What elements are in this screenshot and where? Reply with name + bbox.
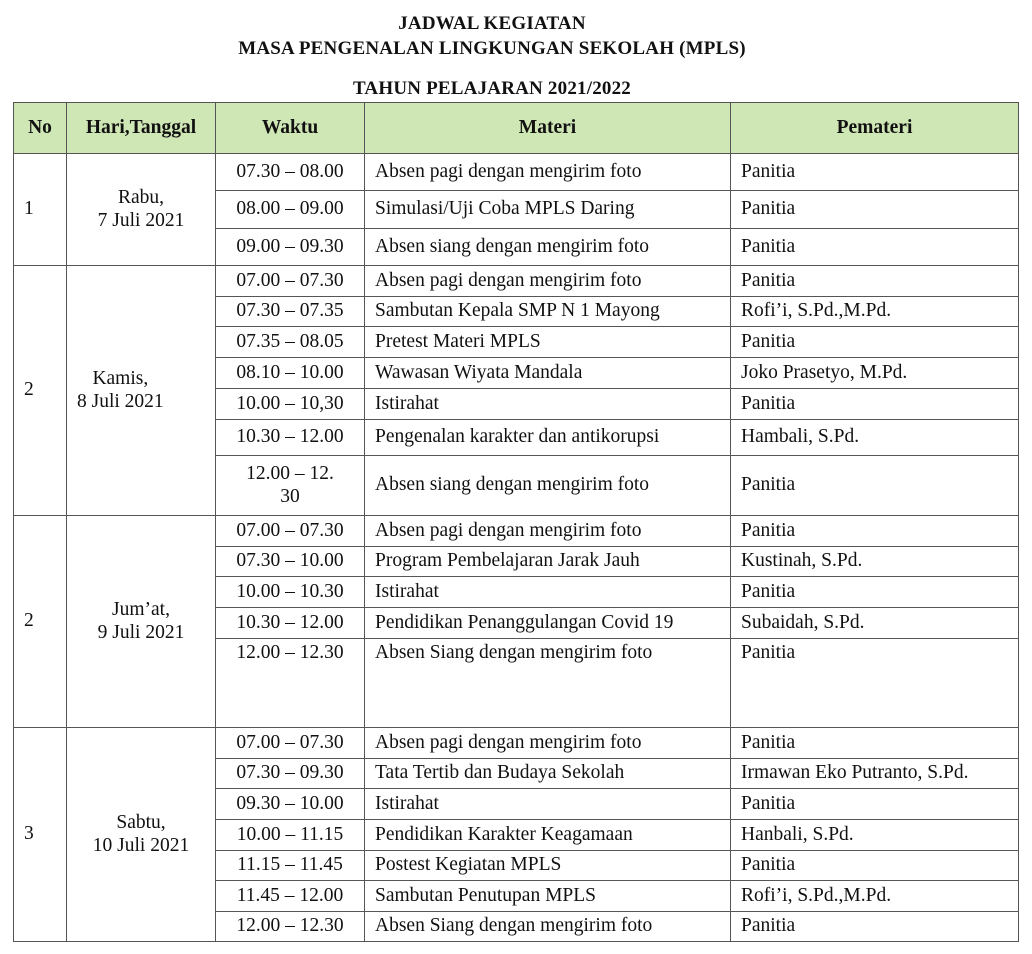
cell-time xyxy=(216,389,365,420)
cell-materi: Pretest Materi MPLS xyxy=(365,327,731,358)
cell-no: 3 xyxy=(14,728,67,942)
cell-time xyxy=(216,851,365,881)
time-text: 12.00 – 12. 30 xyxy=(246,463,334,507)
cell-time xyxy=(216,547,365,577)
cell-no: 1 xyxy=(14,154,67,266)
cell-time xyxy=(216,789,365,820)
cell-materi: Sambutan Kepala SMP N 1 Mayong xyxy=(365,297,731,327)
day-date-text: Jum’at, 9 Juli 2021 xyxy=(97,599,185,643)
cell-time xyxy=(216,516,365,547)
cell-pemateri: Panitia xyxy=(731,789,1019,820)
doc-title: JADWAL KEGIATAN xyxy=(398,13,586,34)
cell-materi: Absen siang dengan mengirim foto xyxy=(365,229,731,266)
cell-materi: Absen Siang dengan mengirim foto xyxy=(365,912,731,942)
cell-pemateri: Joko Prasetyo, M.Pd. xyxy=(731,358,1019,389)
cell-pemateri: Hanbali, S.Pd. xyxy=(731,820,1019,851)
cell-pemateri: Panitia xyxy=(731,912,1019,942)
cell-time xyxy=(216,327,365,358)
cell-materi: Pendidikan Penanggulangan Covid 19 xyxy=(365,608,731,639)
doc-year: TAHUN PELAJARAN 2021/2022 xyxy=(352,78,632,99)
time-text: 07.30 – 07.35 xyxy=(236,300,344,322)
cell-time xyxy=(216,728,365,759)
cell-time xyxy=(216,229,365,266)
cell-pemateri: Rofi’i, S.Pd.,M.Pd. xyxy=(731,297,1019,327)
time-text: 10.30 – 12.00 xyxy=(236,611,344,633)
cell-materi: Postest Kegiatan MPLS xyxy=(365,851,731,881)
cell-pemateri: Panitia xyxy=(731,389,1019,420)
cell-materi: Absen pagi dengan mengirim foto xyxy=(365,728,731,759)
cell-materi: Tata Tertib dan Budaya Sekolah xyxy=(365,759,731,789)
cell-materi: Program Pembelajaran Jarak Jauh xyxy=(365,547,731,577)
cell-day-date xyxy=(67,266,216,516)
cell-time xyxy=(216,608,365,639)
cell-day-date xyxy=(67,154,216,266)
time-text: 09.00 – 09.30 xyxy=(236,235,344,257)
cell-materi: Istirahat xyxy=(365,389,731,420)
table-row xyxy=(14,516,1019,547)
header-row xyxy=(14,103,1019,154)
time-text: 09.30 – 10.00 xyxy=(236,792,344,814)
col-header-no: No xyxy=(14,103,67,154)
cell-materi: Absen pagi dengan mengirim foto xyxy=(365,516,731,547)
cell-pemateri: Panitia xyxy=(731,456,1019,516)
day-date-text: Kamis, 8 Juli 2021 xyxy=(77,368,164,412)
table-row xyxy=(14,728,1019,759)
cell-pemateri: Panitia xyxy=(731,639,1019,728)
cell-time xyxy=(216,154,365,191)
time-text: 07.30 – 09.30 xyxy=(236,762,344,784)
cell-pemateri: Panitia xyxy=(731,516,1019,547)
table-row xyxy=(14,266,1019,297)
col-header-pemateri: Pemateri xyxy=(731,103,1019,154)
time-text: 07.30 – 10.00 xyxy=(236,550,344,572)
cell-pemateri: Hambali, S.Pd. xyxy=(731,420,1019,456)
cell-time xyxy=(216,358,365,389)
cell-materi: Simulasi/Uji Coba MPLS Daring xyxy=(365,191,731,229)
cell-materi: Wawasan Wiyata Mandala xyxy=(365,358,731,389)
cell-materi: Absen siang dengan mengirim foto xyxy=(365,456,731,516)
time-text: 11.15 – 11.45 xyxy=(237,854,343,876)
cell-pemateri: Panitia xyxy=(731,327,1019,358)
time-text: 08.00 – 09.00 xyxy=(236,198,344,220)
cell-time xyxy=(216,881,365,912)
cell-time xyxy=(216,639,365,728)
cell-materi: Pengenalan karakter dan antikorupsi xyxy=(365,420,731,456)
cell-materi: Pendidikan Karakter Keagamaan xyxy=(365,820,731,851)
cell-no: 2 xyxy=(14,516,67,728)
cell-pemateri: Rofi’i, S.Pd.,M.Pd. xyxy=(731,881,1019,912)
cell-materi: Absen Siang dengan mengirim foto xyxy=(365,639,731,728)
time-text: 07.00 – 07.30 xyxy=(236,731,344,753)
cell-no: 2 xyxy=(14,266,67,516)
cell-time xyxy=(216,456,365,516)
cell-pemateri: Irmawan Eko Putranto, S.Pd. xyxy=(731,759,1019,789)
time-text: 10.00 – 10.30 xyxy=(236,580,344,602)
time-text: 10.00 – 11.15 xyxy=(236,823,344,845)
cell-pemateri: Panitia xyxy=(731,851,1019,881)
cell-time xyxy=(216,191,365,229)
time-text: 11.45 – 12.00 xyxy=(236,884,344,906)
cell-materi: Sambutan Penutupan MPLS xyxy=(365,881,731,912)
time-text: 12.00 – 12.30 xyxy=(236,642,344,663)
cell-materi: Istirahat xyxy=(365,577,731,608)
table-row xyxy=(14,154,1019,191)
cell-time xyxy=(216,759,365,789)
cell-time xyxy=(216,297,365,327)
time-text: 07.30 – 08.00 xyxy=(236,160,344,182)
cell-pemateri: Subaidah, S.Pd. xyxy=(731,608,1019,639)
cell-time xyxy=(216,266,365,297)
cell-pemateri: Panitia xyxy=(731,266,1019,297)
cell-materi: Absen pagi dengan mengirim foto xyxy=(365,266,731,297)
time-text: 07.00 – 07.30 xyxy=(236,269,344,291)
day-date-text: Rabu, 7 Juli 2021 xyxy=(97,187,185,231)
cell-pemateri: Panitia xyxy=(731,191,1019,229)
cell-pemateri: Panitia xyxy=(731,229,1019,266)
col-header-materi: Materi xyxy=(365,103,731,154)
time-text: 12.00 – 12.30 xyxy=(236,915,344,937)
time-text: 10.00 – 10,30 xyxy=(236,392,344,414)
cell-time xyxy=(216,820,365,851)
time-text: 08.10 – 10.00 xyxy=(236,361,344,383)
cell-day-date xyxy=(67,728,216,942)
schedule-table xyxy=(13,102,1019,942)
schedule-body xyxy=(14,154,1019,942)
cell-materi: Istirahat xyxy=(365,789,731,820)
time-text: 10.30 – 12.00 xyxy=(236,426,344,448)
time-text: 07.35 – 08.05 xyxy=(236,330,344,352)
cell-time xyxy=(216,577,365,608)
cell-pemateri: Kustinah, S.Pd. xyxy=(731,547,1019,577)
cell-time xyxy=(216,912,365,942)
day-date-text: Sabtu, 10 Juli 2021 xyxy=(92,812,190,856)
col-header-time: Waktu xyxy=(216,103,365,154)
cell-time xyxy=(216,420,365,456)
cell-pemateri: Panitia xyxy=(731,154,1019,191)
cell-pemateri: Panitia xyxy=(731,577,1019,608)
col-header-day: Hari,Tanggal xyxy=(67,103,216,154)
cell-pemateri: Panitia xyxy=(731,728,1019,759)
cell-materi: Absen pagi dengan mengirim foto xyxy=(365,154,731,191)
cell-day-date xyxy=(67,516,216,728)
time-text: 07.00 – 07.30 xyxy=(236,519,344,541)
doc-subtitle: MASA PENGENALAN LINGKUNGAN SEKOLAH (MPLS) xyxy=(238,38,746,59)
